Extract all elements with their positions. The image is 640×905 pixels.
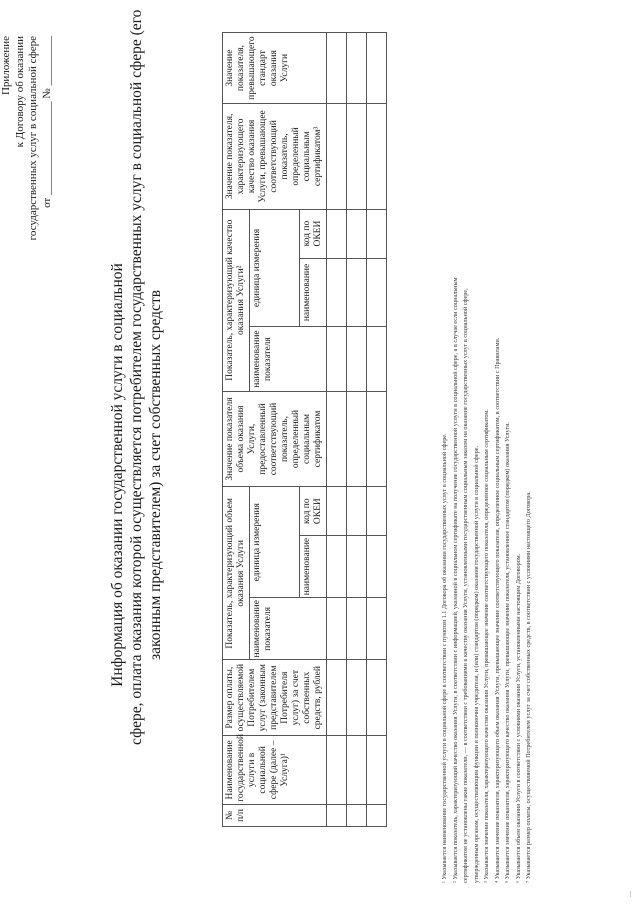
table-cell (347, 327, 367, 391)
appendix-line-1: Приложение (0, 36, 12, 96)
header-payment-amount: Размер оплаты, осуществляемой Потребителем услуг (законным представителем Потребителя услуг) за счет собственных средств, рублей (223, 660, 327, 736)
header-volume-unit: единица измерения (250, 487, 300, 598)
header-quality-unit: единица измерения (250, 209, 300, 327)
table-cell (347, 660, 367, 736)
header-quality-value: Значение показателя, характеризующего качество оказания Услуги, превышающее соответствующий показатель, определенный социальным сертификатом³ (223, 104, 327, 209)
table-cell (347, 209, 367, 258)
header-volume-value: Значение показателя объема оказания Услуги, предоставленный соответствующий показатель, определенный социальным сертификатом (223, 391, 327, 486)
table-row (347, 33, 367, 827)
table-cell (367, 735, 387, 804)
footnote: ⁷ Указывается размер оплаты, осуществляемой Потребителем услуг за счет собственных средств, в соответствии с условиями настоящего Договора. (525, 491, 532, 883)
appendix-line-2: к Договору об оказании (13, 36, 26, 148)
table-cell (367, 536, 387, 598)
table-cell (327, 391, 347, 486)
table-cell (327, 104, 347, 209)
appendix-line-4: от _________________ № _________ (40, 36, 53, 208)
table-cell (327, 660, 347, 736)
title-line-1: Информация об оказании государственной услуги в социальной (109, 263, 126, 687)
table-row (367, 33, 387, 827)
header-quality-unit-name: наименование (300, 258, 327, 327)
header-standard-value: Значение показателя, превышающего стандарт оказания Услуги (223, 33, 327, 104)
table-cell (347, 391, 367, 486)
header-quality-unit-code: код по ОКЕИ (300, 209, 327, 258)
title-line-3: законным представителем) за счет собственных средств (147, 289, 164, 661)
table-cell (367, 327, 387, 391)
table-cell (367, 209, 387, 258)
table-cell (327, 33, 347, 104)
header-volume-unit-code: код по ОКЕИ (300, 487, 327, 536)
footnote: ² Указывается показатель, характеризующий качество оказания Услуги, в соответствии с информацией, указанной в социальном сертификате на получение государственной услуги в социальной сфере, а в случае если социальным (451, 277, 459, 883)
table-cell (367, 660, 387, 736)
page-mark: — (628, 891, 634, 897)
footnote: ¹ Указывается наименование государственной услуги в социальной сфере в соответствии с пунктом 1.1 Договора об оказании государственных услуг в социальной сфере. (441, 433, 448, 883)
table-cell (367, 598, 387, 660)
table-cell (347, 804, 367, 826)
table-cell (347, 258, 367, 327)
table-cell (327, 487, 347, 536)
table-cell (347, 33, 367, 104)
service-info-table (222, 32, 387, 827)
table-cell (367, 487, 387, 536)
footnotes (440, 23, 535, 883)
table-cell (327, 804, 347, 826)
footnote: сертификатом не установлены такие показатели, — в соответствии с требованиями к качеству оказания Услуги, установленными государственным социальным заказом на оказание государственных услуг в социальной сфере, (462, 288, 469, 883)
appendix-header (0, 36, 54, 336)
table-cell (327, 209, 347, 258)
footnote: ⁶ Указывается объем оказания Услуги в соответствии с условиями оказания Услуги, установленными настоящим Договором. (514, 553, 522, 883)
table-cell (367, 258, 387, 327)
footnote: ⁵ Указывается значение показателя, характеризующего качество оказания Услуги, превышающее значение показателя, установленное стандартом (порядком) оказания Услуги. (504, 422, 511, 883)
appendix-line-3: государственных услуг в социальной сфере (27, 36, 39, 241)
header-volume-indicator: Показатель, характеризующий объем оказания Услуги (223, 487, 250, 660)
footnote: утвержденным органом, осуществляющим функции и полномочия учредителя, и (или) стандартом (порядком) оказания государственной услуги в социальной сфере. (472, 445, 480, 883)
table-cell (367, 804, 387, 826)
table-cell (347, 598, 367, 660)
table-cell (367, 33, 387, 104)
table-cell (347, 487, 367, 536)
table-cell (347, 104, 367, 209)
header-volume-unit-name: наименование (300, 536, 327, 598)
table-row (327, 33, 347, 827)
table-cell (347, 536, 367, 598)
document-title (108, 9, 165, 745)
header-quality-name: наименование показателя (250, 327, 327, 391)
table-cell (367, 104, 387, 209)
table-cell (327, 327, 347, 391)
header-number: № п/п (223, 804, 327, 826)
table-cell (327, 536, 347, 598)
title-line-2: сфере, оплата оказания которой осуществляется потребителем государственных услуг в социальной сфере (его (128, 9, 145, 745)
footnote: ⁴ Указывается значение показателя, характеризующего объем оказания Услуги, превышающее значение соответствующего показателя, определенное социальным сертификатом, в соответствии с Правилами. (493, 337, 501, 883)
header-volume-name: наименование показателя (250, 598, 327, 660)
table-cell (347, 735, 367, 804)
header-quality-indicator: Показатель, характеризующий качество оказания Услуги² (223, 209, 250, 391)
footnote: ³ Указывается значение показателя, характеризующего качество оказания Услуги, превышающее значение соответствующего показателя, определенное социальным сертификатом. (483, 409, 490, 883)
header-service-name: Наименование государственной услуги в социальной сфере (далее – Услуга)¹ (223, 735, 327, 804)
table-cell (327, 258, 347, 327)
table-cell (367, 391, 387, 486)
table-cell (327, 735, 347, 804)
table-cell (327, 598, 347, 660)
